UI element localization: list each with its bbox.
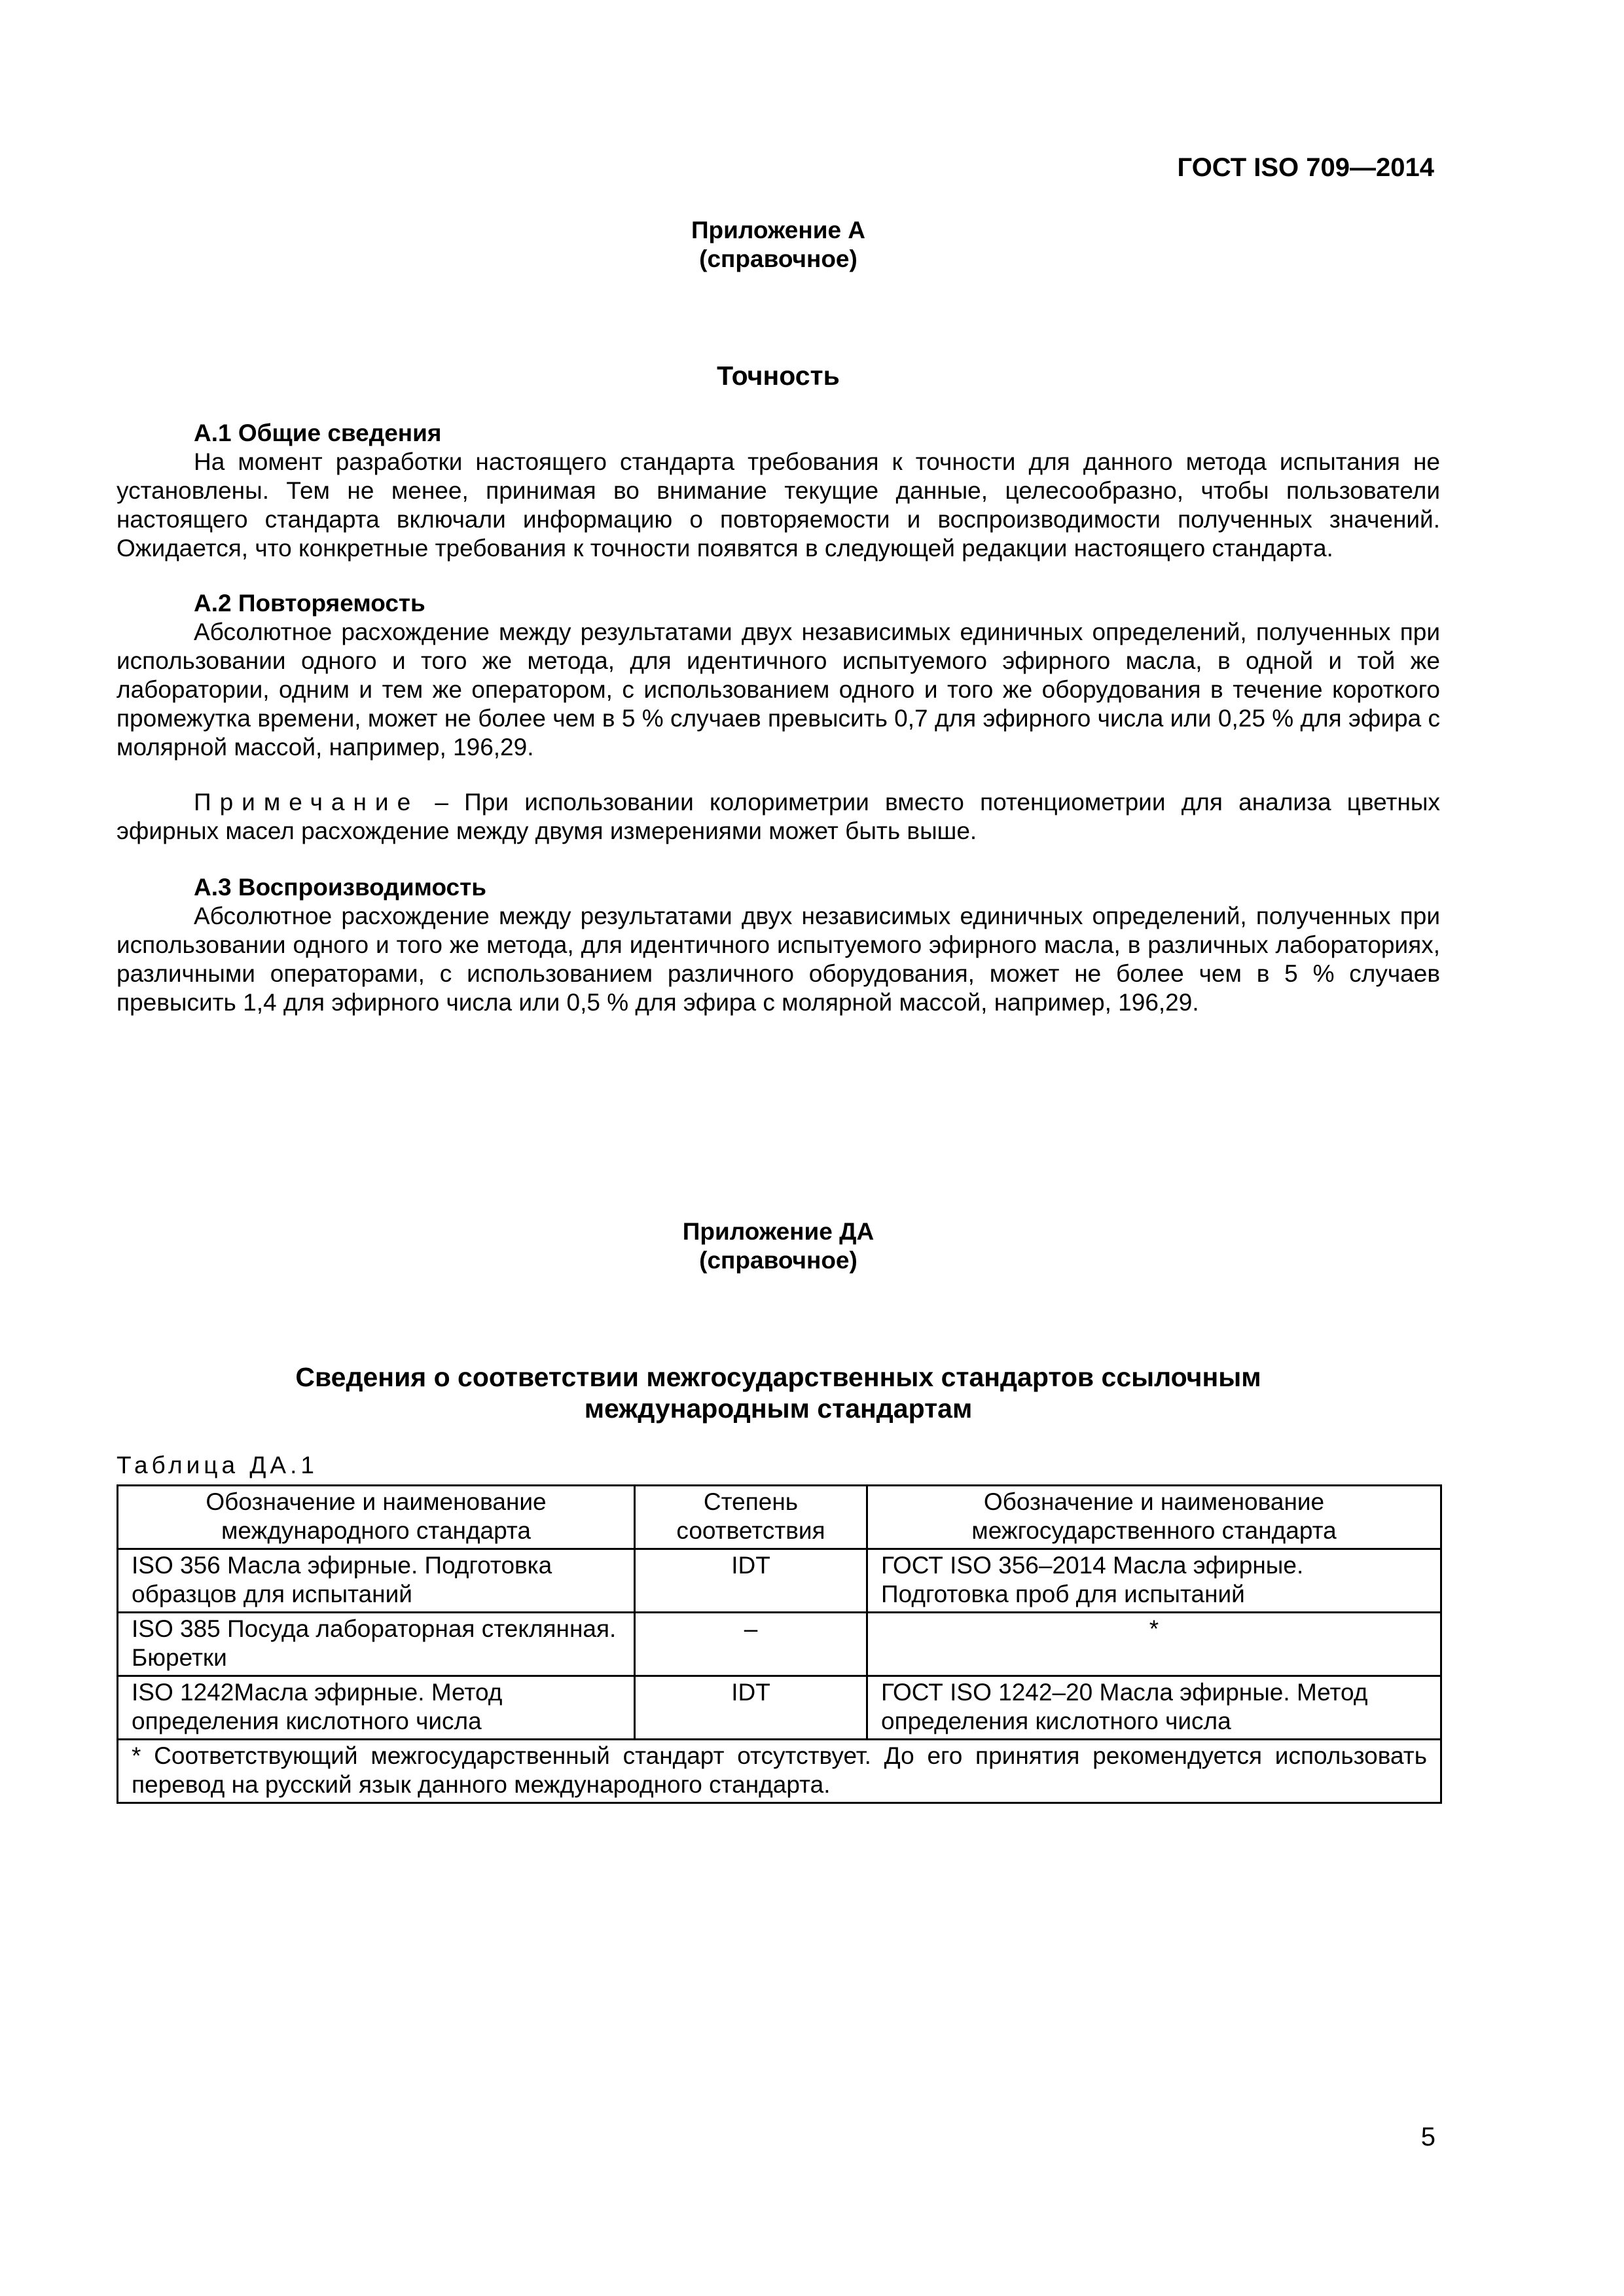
table-cell: ISO 356 Масла эфирные. Подготовка образцов для испытаний: [118, 1549, 635, 1613]
table-cell: –: [635, 1613, 867, 1676]
document-code: ГОСТ ISO 709—2014: [1177, 153, 1434, 182]
table-footnote: * Соответствующий межгосударственный стандарт отсутствует. До его принятия рекомендуется использовать перевод на русский язык данного международного стандарта.: [118, 1740, 1441, 1803]
section-a2: [117, 589, 1440, 762]
table-cell: ГОСТ ISO 356–2014 Масла эфирные. Подготовка проб для испытаний: [867, 1549, 1441, 1613]
header-degree-of-conformity: Степень соответствия: [635, 1486, 867, 1549]
table-cell: ISO 1242Масла эфирные. Метод определения кислотного числа: [118, 1676, 635, 1740]
table-row: [118, 1613, 1441, 1676]
section-a1-heading: А.1 Общие сведения: [194, 420, 442, 446]
annex-a-heading: Точность: [717, 361, 840, 391]
note-text: – При использовании колориметрии вместо потенциометрии для анализа цветных эфирных масел расхождение между двумя измерениями может быть выше.: [117, 789, 1440, 844]
section-a1-text: На момент разработки настоящего стандарта требования к точности для данного метода испытания не установлены. Тем не менее, принимая во внимание текущие данные, целесообразно, чтобы пользователи настоящего стандарта включали информацию о повторяемости и воспроизводимости полученных значений. Ожидается, что конкретные требования к точности появятся в следующей редакции настоящего стандарта.: [117, 448, 1440, 562]
section-a2-note: [117, 788, 1440, 846]
table-header-row: [118, 1486, 1441, 1549]
table-cell: IDT: [635, 1676, 867, 1740]
table-cell: *: [867, 1613, 1441, 1676]
table-footnote-row: [118, 1740, 1441, 1803]
annex-da-title: Приложение ДА: [682, 1218, 875, 1245]
note-label: Примечание: [194, 789, 420, 816]
section-a2-text: Абсолютное расхождение между результатами двух независимых единичных определений, полученных при использовании одного и того же метода, для идентичного испытуемого эфирного масла, в одной и той же лаборатории, одним и тем же оператором, с использованием одного и того же оборудования в течение короткого промежутка времени, может не более чем в 5 % случаев превысить 0,7 для эфирного числа или 0,25 % для эфира с молярной массой, например, 196,29.: [117, 619, 1440, 761]
table-row: [118, 1549, 1441, 1613]
table-caption: Таблица ДА.1: [117, 1452, 318, 1479]
table-row: [118, 1676, 1441, 1740]
header-interstate-standard: Обозначение и наименование межгосударственного стандарта: [867, 1486, 1441, 1549]
section-a3-heading: А.3 Воспроизводимость: [194, 874, 486, 901]
annex-a-type: (справочное): [699, 245, 857, 272]
section-a2-heading: А.2 Повторяемость: [194, 590, 425, 617]
annex-da-type: (справочное): [699, 1247, 857, 1274]
annex-da-heading-line1: Сведения о соответствии межгосударственных стандартов ссылочным: [295, 1362, 1261, 1392]
section-a1: [117, 419, 1440, 563]
table-cell: IDT: [635, 1549, 867, 1613]
note-paragraph: [117, 788, 1440, 846]
annex-da-heading-line2: международным стандартам: [584, 1393, 973, 1424]
section-a3-text: Абсолютное расхождение между результатами двух независимых единичных определений, полученных при использовании одного и того же метода, для идентичного испытуемого эфирного масла, в различных лабораториях, различными операторами, с использованием различного оборудования, может не более чем в 5 % случаев превысить 1,4 для эфирного числа или 0,5 % для эфира с молярной массой, например, 196,29.: [117, 903, 1440, 1016]
section-a3: [117, 873, 1440, 1017]
header-international-standard: Обозначение и наименование международного стандарта: [118, 1486, 635, 1549]
table-cell: ISO 385 Посуда лабораторная стеклянная. Бюретки: [118, 1613, 635, 1676]
reference-standards-table: [117, 1484, 1442, 1804]
page-number: 5: [1420, 2123, 1435, 2151]
table-cell: ГОСТ ISO 1242–20 Масла эфирные. Метод определения кислотного числа: [867, 1676, 1441, 1740]
annex-a-title: Приложение А: [691, 217, 866, 243]
